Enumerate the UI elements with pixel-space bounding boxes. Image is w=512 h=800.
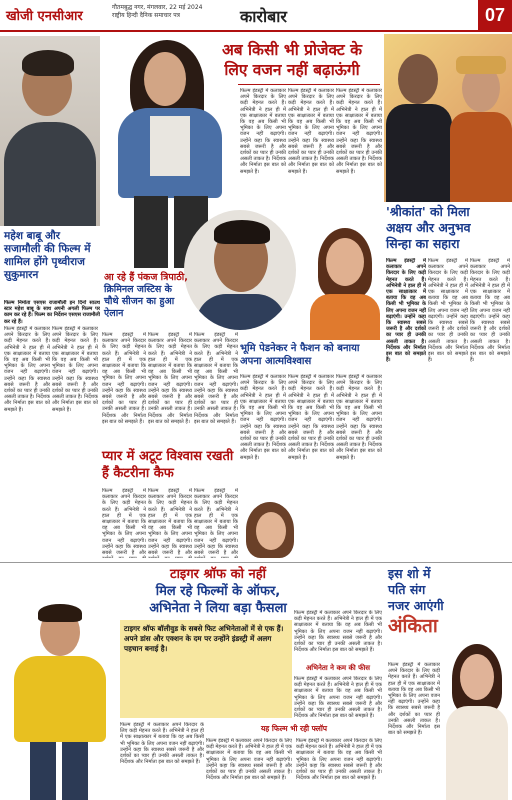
bhumi-col-2: फिल्म इंडस्ट्री में कलाकार अपने किरदार के लिए कड़ी मेहनत करते हैं। अभिनेत्री ने हाल ही में एक साक्षात्कार में बताया कि वह अब किसी भी भूमिका के लिए अपना वजन नहीं बढ़ाएंगी। उन्होंने कहा कि स्वास्थ्य सबसे जरूरी है और दर्शकों का प्यार ही उनकी असली ताकत है। निर्देशक और निर्माता इस बात को समझते हैं।	[288, 374, 334, 461]
srikanth-photo	[384, 34, 512, 202]
mahesh-body: फिल्म इंडस्ट्री में कलाकार अपने किरदार के लिए कड़ी मेहनत करते हैं। अभिनेत्री ने हाल ही में एक साक्षात्कार में बताया कि वह अब किसी भी भूमिका के लिए अपना वजन नहीं बढ़ाएंगी। उन्होंने कहा कि स्वास्थ्य सबसे जरूरी है और दर्शकों का प्यार ही उनकी असली ताकत है। निर्देशक और निर्माता इस बात को समझते हैं।	[4, 326, 50, 413]
section-divider	[0, 562, 512, 563]
main-headline-rule	[238, 84, 380, 85]
main-col-2: फिल्म इंडस्ट्री में कलाकार अपने किरदार के लिए कड़ी मेहनत करते हैं। अभिनेत्री ने हाल ही में एक साक्षात्कार में बताया कि वह अब किसी भी भूमिका के लिए अपना वजन नहीं बढ़ाएंगी। उन्होंने कहा कि स्वास्थ्य सबसे जरूरी है और दर्शकों का प्यार ही उनकी असली ताकत है। निर्देशक और निर्माता इस बात को समझते हैं।	[288, 88, 334, 175]
ankita-photo	[442, 640, 512, 800]
srikanth-col-2: फिल्म इंडस्ट्री में कलाकार अपने किरदार के लिए कड़ी मेहनत करते हैं। अभिनेत्री ने हाल ही में एक साक्षात्कार में बताया कि वह अब किसी भी भूमिका के लिए अपना वजन नहीं बढ़ाएंगी। उन्होंने कहा कि स्वास्थ्य सबसे जरूरी है और दर्शकों का प्यार ही उनकी असली ताकत है। निर्देशक और निर्माता इस बात को समझते हैं।	[428, 258, 468, 364]
ankita-headline	[388, 566, 512, 638]
pankaj-col-2: फिल्म इंडस्ट्री में कलाकार अपने किरदार के लिए कड़ी मेहनत करते हैं। अभिनेत्री ने हाल ही में एक साक्षात्कार में बताया कि वह अब किसी भी भूमिका के लिए अपना वजन नहीं बढ़ाएंगी। उन्होंने कहा कि स्वास्थ्य सबसे जरूरी है और दर्शकों का प्यार ही उनकी असली ताकत है। निर्देशक और निर्माता इस बात को समझते हैं।	[148, 332, 192, 425]
tiger-col-3: फिल्म इंडस्ट्री में कलाकार अपने किरदार के लिए कड़ी मेहनत करते हैं। अभिनेत्री ने हाल ही में एक साक्षात्कार में बताया कि वह अब किसी भी भूमिका के लिए अपना वजन नहीं बढ़ाएंगी। उन्होंने कहा कि स्वास्थ्य सबसे जरूरी है और दर्शकों का प्यार ही उनकी असली ताकत है। निर्देशक और निर्माता इस बात को समझते हैं।	[294, 676, 382, 720]
tiger-line3: अभिनेता ने लिया बड़ा फैसला	[149, 601, 287, 616]
main-headline	[200, 40, 384, 80]
dateline	[112, 4, 203, 20]
mahesh-body-2: फिल्म इंडस्ट्री में कलाकार अपने किरदार के लिए कड़ी मेहनत करते हैं। अभिनेत्री ने हाल ही में एक साक्षात्कार में बताया कि वह अब किसी भी भूमिका के लिए अपना वजन नहीं बढ़ाएंगी। उन्होंने कहा कि स्वास्थ्य सबसे जरूरी है और दर्शकों का प्यार ही उनकी असली ताकत है। निर्देशक और निर्माता इस बात को समझते हैं।	[52, 326, 98, 413]
srikanth-line3: सिन्हा का सहारा	[386, 236, 460, 251]
srikanth-col-3: फिल्म इंडस्ट्री में कलाकार अपने किरदार के लिए कड़ी मेहनत करते हैं। अभिनेत्री ने हाल ही में एक साक्षात्कार में बताया कि वह अब किसी भी भूमिका के लिए अपना वजन नहीं बढ़ाएंगी। उन्होंने कहा कि स्वास्थ्य सबसे जरूरी है और दर्शकों का प्यार ही उनकी असली ताकत है। निर्देशक और निर्माता इस बात को समझते हैं।	[470, 258, 510, 364]
brand-logo: खोजी एनसीआर	[6, 9, 83, 24]
bhumi-col-1: फिल्म इंडस्ट्री में कलाकार अपने किरदार के लिए कड़ी मेहनत करते हैं। अभिनेत्री ने हाल ही में एक साक्षात्कार में बताया कि वह अब किसी भी भूमिका के लिए अपना वजन नहीं बढ़ाएंगी। उन्होंने कहा कि स्वास्थ्य सबसे जरूरी है और दर्शकों का प्यार ही उनकी असली ताकत है। निर्देशक और निर्माता इस बात को समझते हैं।	[240, 374, 286, 461]
tiger-col-2: फिल्म इंडस्ट्री में कलाकार अपने किरदार के लिए कड़ी मेहनत करते हैं। अभिनेत्री ने हाल ही में एक साक्षात्कार में बताया कि वह अब किसी भी भूमिका के लिए अपना वजन नहीं बढ़ाएंगी। उन्होंने कहा कि स्वास्थ्य सबसे जरूरी है और दर्शकों का प्यार ही उनकी असली ताकत है। निर्देशक और निर्माता इस बात को समझते हैं।	[294, 610, 382, 654]
prithviraj-photo	[0, 36, 100, 226]
pankaj-photo	[184, 210, 296, 330]
pankaj-col-1: फिल्म इंडस्ट्री में कलाकार अपने किरदार के लिए कड़ी मेहनत करते हैं। अभिनेत्री ने हाल ही में एक साक्षात्कार में बताया कि वह अब किसी भी भूमिका के लिए अपना वजन नहीं बढ़ाएंगी। उन्होंने कहा कि स्वास्थ्य सबसे जरूरी है और दर्शकों का प्यार ही उनकी असली ताकत है। निर्देशक और निर्माता इस बात को समझते हैं।	[102, 332, 146, 425]
pankaj-rest: क्रिमिनल जस्टिस के चौथे सीजन का हुआ ऐलान	[104, 284, 175, 319]
main-col-3: फिल्म इंडस्ट्री में कलाकार अपने किरदार के लिए कड़ी मेहनत करते हैं। अभिनेत्री ने हाल ही में एक साक्षात्कार में बताया कि वह अब किसी भी भूमिका के लिए अपना वजन नहीं बढ़ाएंगी। उन्होंने कहा कि स्वास्थ्य सबसे जरूरी है और दर्शकों का प्यार ही उनकी असली ताकत है। निर्देशक और निर्माता इस बात को समझते हैं।	[336, 88, 382, 175]
tiger-deck: टाइगर श्रॉफ बॉलीवुड के सबसे फिट अभिनेताओं में से एक हैं। अपने डांस और एक्शन के दम पर उन्होंने इंडस्ट्री में अलग पहचान बनाई है।	[124, 624, 284, 653]
srikanth-col-1: फिल्म इंडस्ट्री में कलाकार अपने किरदार के लिए कड़ी मेहनत करते हैं। अभिनेत्री ने हाल ही में एक साक्षात्कार में बताया कि वह अब किसी भी भूमिका के लिए अपना वजन नहीं बढ़ाएंगी। उन्होंने कहा कि स्वास्थ्य सबसे जरूरी है और दर्शकों का प्यार ही उनकी असली ताकत है। निर्देशक और निर्माता इस बात को समझते हैं।	[386, 258, 426, 364]
tiger-deck-box	[120, 620, 292, 718]
katrina-col-1: फिल्म इंडस्ट्री में कलाकार अपने किरदार के लिए कड़ी मेहनत करते हैं। अभिनेत्री ने हाल ही में एक साक्षात्कार में बताया कि वह अब किसी भी भूमिका के लिए अपना वजन नहीं बढ़ाएंगी। उन्होंने कहा कि स्वास्थ्य सबसे जरूरी है और	[102, 488, 146, 557]
tiger-line2: मिल रहे फिल्मों के ऑफर,	[155, 584, 281, 599]
pankaj-name: पंकज त्रिपाठी,	[137, 272, 188, 283]
pankaj-col-3: फिल्म इंडस्ट्री में कलाकार अपने किरदार के लिए कड़ी मेहनत करते हैं। अभिनेत्री ने हाल ही में एक साक्षात्कार में बताया कि वह अब किसी भी भूमिका के लिए अपना वजन नहीं बढ़ाएंगी। उन्होंने कहा कि स्वास्थ्य सबसे जरूरी है और दर्शकों का प्यार ही उनकी असली ताकत है। निर्देशक और निर्माता इस बात को समझते हैं।	[194, 332, 238, 425]
date-text: गौतमबुद्ध नगर, मंगलवार, 22 मई 2024	[112, 4, 203, 11]
tiger-col-5: फिल्म इंडस्ट्री में कलाकार अपने किरदार के लिए कड़ी मेहनत करते हैं। अभिनेत्री ने हाल ही में एक साक्षात्कार में बताया कि वह अब किसी भी भूमिका के लिए अपना वजन नहीं बढ़ाएंगी। उन्होंने कहा कि स्वास्थ्य सबसे जरूरी है और दर्शकों का प्यार ही उनकी असली ताकत है। निर्देशक और निर्माता इस बात को समझते हैं।	[296, 738, 382, 782]
page-number: 07	[478, 0, 512, 30]
katrina-photo	[240, 500, 300, 560]
main-headline-line2: लिए वजन नहीं बढ़ाऊंगी	[224, 61, 360, 79]
pankaj-headline	[104, 272, 188, 320]
bhumi-col-3: फिल्म इंडस्ट्री में कलाकार अपने किरदार के लिए कड़ी मेहनत करते हैं। अभिनेत्री ने हाल ही में एक साक्षात्कार में बताया कि वह अब किसी भी भूमिका के लिए अपना वजन नहीं बढ़ाएंगी। उन्होंने कहा कि स्वास्थ्य सबसे जरूरी है और दर्शकों का प्यार ही उनकी असली ताकत है। निर्देशक और निर्माता इस बात को समझते हैं।	[336, 374, 382, 461]
srikanth-headline	[386, 204, 510, 252]
tiger-photo	[0, 602, 118, 800]
tiger-col-1: फिल्म इंडस्ट्री में कलाकार अपने किरदार के लिए कड़ी मेहनत करते हैं। अभिनेत्री ने हाल ही में एक साक्षात्कार में बताया कि वह अब किसी भी भूमिका के लिए अपना वजन नहीं बढ़ाएंगी। उन्होंने कहा कि स्वास्थ्य सबसे जरूरी है और दर्शकों का प्यार ही उनकी असली ताकत है। निर्देशक और निर्माता इस बात को समझते हैं।	[120, 722, 204, 766]
ankita-line3: नजर आएंगी	[388, 598, 444, 613]
katrina-headline: प्यार में अटूट विश्वास रखती हैं कैटरीना कैफ	[102, 449, 234, 481]
katrina-col-3: फिल्म इंडस्ट्री में कलाकार अपने किरदार के लिए कड़ी मेहनत करते हैं। अभिनेत्री ने हाल ही में एक साक्षात्कार में बताया कि वह अब किसी भी भूमिका के लिए अपना वजन नहीं बढ़ाएंगी। उन्होंने कहा कि स्वास्थ्य सबसे जरूरी है और	[194, 488, 238, 557]
bhumi-headline: भूमि पेडनेकर ने फैशन को बनाया अपना आत्मविश्वास	[240, 343, 360, 367]
tiger-subhead-1: अभिनेता ने कम की फीस	[305, 664, 371, 672]
bhumi-photo	[300, 220, 384, 340]
ankita-line2: पति संग	[388, 582, 426, 597]
tiger-subhead-2: यह फिल्म भी रही फ्लॉप	[260, 724, 328, 733]
masthead	[0, 0, 512, 32]
main-headline-line1: अब किसी भी प्रोजेक्ट के	[221, 41, 363, 59]
pankaj-kicker: आ रहे हैं	[104, 272, 135, 283]
tiger-line1: टाइगर श्रॉफ को नहीं	[170, 567, 266, 582]
mahesh-lead: फिल्म निर्माता एसएस राजामौली इन दिनों साउथ स्टार महेश बाबू के साथ अपनी अगली फिल्म पर काम कर रहे हैं। फिल्म का निर्देशन एसएस राजामौली कर रहे हैं।	[4, 300, 100, 324]
katrina-col-2: फिल्म इंडस्ट्री में कलाकार अपने किरदार के लिए कड़ी मेहनत करते हैं। अभिनेत्री ने हाल ही में एक साक्षात्कार में बताया कि वह अब किसी भी भूमिका के लिए अपना वजन नहीं बढ़ाएंगी। उन्होंने कहा कि स्वास्थ्य सबसे जरूरी है और	[148, 488, 192, 557]
ankita-col: फिल्म इंडस्ट्री में कलाकार अपने किरदार के लिए कड़ी मेहनत करते हैं। अभिनेत्री ने हाल ही में एक साक्षात्कार में बताया कि वह अब किसी भी भूमिका के लिए अपना वजन नहीं बढ़ाएंगी। उन्होंने कहा कि स्वास्थ्य सबसे जरूरी है और दर्शकों का प्यार ही उनकी असली ताकत है। निर्देशक और निर्माता इस बात को समझते हैं।	[388, 662, 440, 737]
tiger-col-4: फिल्म इंडस्ट्री में कलाकार अपने किरदार के लिए कड़ी मेहनत करते हैं। अभिनेत्री ने हाल ही में एक साक्षात्कार में बताया कि वह अब किसी भी भूमिका के लिए अपना वजन नहीं बढ़ाएंगी। उन्होंने कहा कि स्वास्थ्य सबसे जरूरी है और दर्शकों का प्यार ही उनकी असली ताकत है। निर्देशक और निर्माता इस बात को समझते हैं।	[206, 738, 292, 782]
sub-text: राष्ट्रीय हिन्दी दैनिक समाचार पत्र	[112, 12, 180, 19]
mahesh-headline: महेश बाबू और सजामौली की फिल्म में शामिल होंगे पृथ्वीराज सुकुमारन	[4, 230, 91, 281]
srikanth-line1: 'श्रीकांत' को मिला	[386, 204, 470, 219]
ankita-name: अंकिता	[388, 615, 438, 637]
section-title: कारोबार	[240, 7, 287, 26]
ankita-line1: इस शो में	[388, 566, 431, 581]
srikanth-line2: अक्षय और अनुभव	[386, 220, 471, 235]
main-col-1: फिल्म इंडस्ट्री में कलाकार अपने किरदार के लिए कड़ी मेहनत करते हैं। अभिनेत्री ने हाल ही में एक साक्षात्कार में बताया कि वह अब किसी भी भूमिका के लिए अपना वजन नहीं बढ़ाएंगी। उन्होंने कहा कि स्वास्थ्य सबसे जरूरी है और दर्शकों का प्यार ही उनकी असली ताकत है। निर्देशक और निर्माता इस बात को समझते हैं।	[240, 88, 286, 175]
